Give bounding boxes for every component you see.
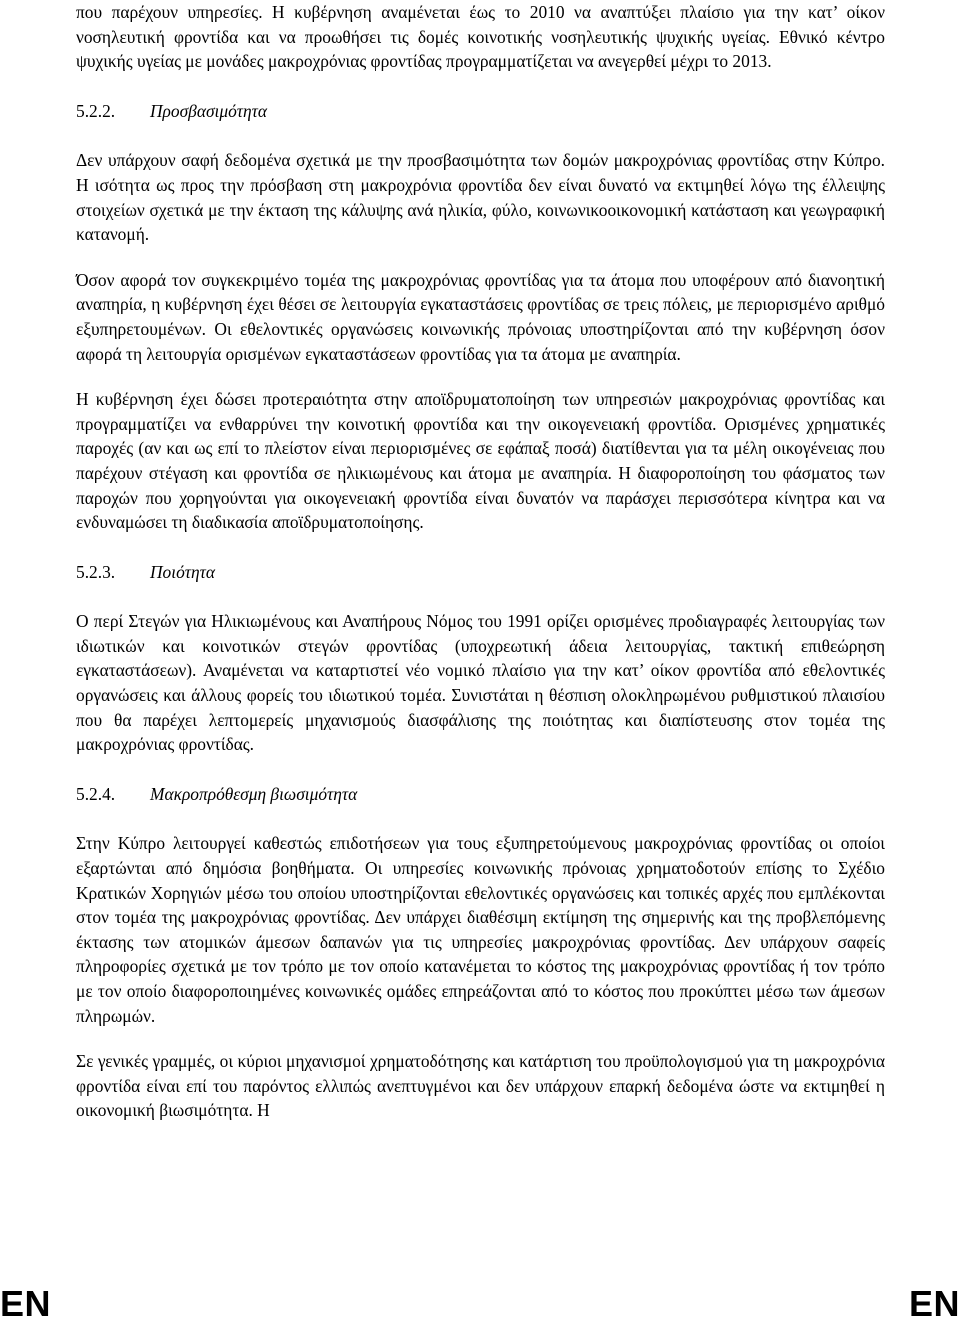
paragraph-subsidies: Στην Κύπρο λειτουργεί καθεστώς επιδοτήσεων για τους εξυπηρετούμενους μακροχρόνιας φροντίδας οι οποίοι εξαρτώνται από δημόσια βοηθήματα. Οι υπηρεσίες κοινωνικής πρόνοιας χρηματοδοτούν επίσης το Σχέδιο Κρατικών Χορηγιών μέσω του οποίου υποστηρίζονται εθελοντικές οργανώσεις και τοπικές αρχές που εμπλέκονται στον τομέα της μακροχρόνιας φροντίδας. Δεν υπάρχει διαθέσιμη εκτίμηση της σημερινής και της προβλεπόμενης έκτασης των ατομικών άμεσων δαπανών για τις υπηρεσίες μακροχρόνιας φροντίδας. Δεν υπάρχουν σαφείς πληροφορίες σχετικά με τον τρόπο με τον οποίο κατανέμεται το κόστος της μακροχρόνιας φροντίδας ή τον τρόπο με τον οποίο διαφοροποιημένες κοινωνικές ομάδες επηρεάζονται από το κόστος που προκύπτει μέσω των άμεσων πληρωμών. — [76, 833, 885, 1026]
spacer — [76, 74, 885, 99]
paragraph-quality: Ο περί Στεγών για Ηλικιωμένους και Αναπήρους Νόμος του 1991 ορίζει ορισμένες προδιαγραφές λειτουργίας των ιδιωτικών και κοινοτικών στεγών φροντίδας (υποχρεωτική άδεια λειτουργίας, τακτική επιθεώρηση εγκαταστάσεων). Αναμένεται να καταρτιστεί νέο νομικό πλαίσιο για την κατ’ οίκον φροντίδα από εθελοντικές οργανώσεις και άλλους φορείς του ιδιωτικού τομέα. Συνιστάται η θέσπιση ολοκληρωμένου ρυθμιστικού πλαισίου που θα παρέχει λεπτομερείς μηχανισμούς διασφάλισης της ποιότητας και διαπίστευσης στον τομέα της μακροχρόνιας φροντίδας. — [76, 611, 885, 755]
section-title: Προσβασιμότητα — [150, 100, 268, 121]
paragraph-intro: που παρέχουν υπηρεσίες. Η κυβέρνηση αναμένεται έως το 2010 να αναπτύξει πλαίσιο για την κατ’ οίκον νοσηλευτική φροντίδα και να προωθήσει τις δομές κοινοτικής νοσηλευτικής ψυχικής υγείας. Εθνικό κέντρο ψυχικής υγείας με μονάδες μακροχρόνιας φροντίδας προγραμματίζεται να ανεγερθεί μέχρι το 2013. — [76, 2, 885, 72]
section-heading-quality — [76, 560, 885, 585]
section-number: 5.2.2. — [76, 100, 116, 121]
document-page — [76, 0, 885, 1123]
section-number: 5.2.4. — [76, 783, 116, 804]
page-footer — [0, 1284, 960, 1330]
spacer — [76, 1028, 885, 1049]
section-heading-sustainability — [76, 782, 885, 807]
section-title: Ποιότητα — [150, 561, 215, 582]
spacer — [76, 247, 885, 268]
paragraph-deinstitutionalisation: Η κυβέρνηση έχει δώσει προτεραιότητα στην αποϊδρυματοποίηση των υπηρεσιών μακροχρόνιας φροντίδας και προγραμματίζει να ενθαρρύνει την κοινοτική φροντίδα και την οικογενειακή φροντίδα. Ορισμένες χρηματικές παροχές (αν και ως επί το πλείστον είναι περιορισμένες σε εφάπαξ ποσά) διατίθενται για τα μέλη οικογένειας που παρέχουν στέγαση και φροντίδα σε ηλικιωμένους και άτομα με αναπηρία. Η διαφοροποίηση του φάσματος των παροχών που χορηγούνται για οικογενειακή φροντίδα είναι δυνατόν να παράσχει περισσότερα κίνητρα και να ενδυναμώσει τη διαδικασία αποϊδρυματοποίησης. — [76, 389, 885, 533]
spacer — [76, 806, 885, 831]
paragraph-disability-care: Όσον αφορά τον συγκεκριμένο τομέα της μακροχρόνιας φροντίδας για τα άτομα που υποφέρουν από διανοητική αναπηρία, η κυβέρνηση έχει θέσει σε λειτουργία εγκαταστάσεις φροντίδας σε τρεις πόλεις, με περιορισμένο αριθμό εξυπηρετουμένων. Οι εθελοντικές οργανώσεις κοινωνικής πρόνοιας υποστηρίζονται από την κυβέρνηση όσον αφορά τη λειτουργία ορισμένων εγκαταστάσεων φροντίδας για τα άτομα με αναπηρία. — [76, 269, 885, 364]
footer-language-left: EN — [0, 1283, 52, 1324]
spacer — [76, 366, 885, 387]
paragraph-financing: Σε γενικές γραμμές, οι κύριοι μηχανισμοί χρηματοδότησης και κατάρτιση του προϋπολογισμού για τη μακροχρόνια φροντίδα είναι επί του παρόντος ελλιπώς ανεπτυγμένοι και δεν υπάρχουν επαρκή δεδομένα ώστε να εκτιμηθεί η οικονομική βιωσιμότητα. Η — [76, 1051, 885, 1121]
footer-language-right: EN — [908, 1283, 960, 1324]
section-title: Μακροπρόθεσμη βιωσιμότητα — [150, 783, 358, 804]
section-number: 5.2.3. — [76, 561, 116, 582]
section-heading-accessibility — [76, 99, 885, 124]
spacer — [76, 584, 885, 609]
paragraph-accessibility: Δεν υπάρχουν σαφή δεδομένα σχετικά με την προσβασιμότητα των δομών μακροχρόνιας φροντίδας στην Κύπρο. Η ισότητα ως προς την πρόσβαση στη μακροχρόνια φροντίδα δεν είναι δυνατό να εκτιμηθεί λόγω της έλλειψης στοιχείων σχετικά με την έκταση της κάλυψης ανά ηλικία, φύλο, κοινωνικοοικονομική κατάσταση και γεωγραφική κατανομή. — [76, 150, 885, 245]
spacer — [76, 123, 885, 148]
spacer — [76, 757, 885, 782]
spacer — [76, 535, 885, 560]
